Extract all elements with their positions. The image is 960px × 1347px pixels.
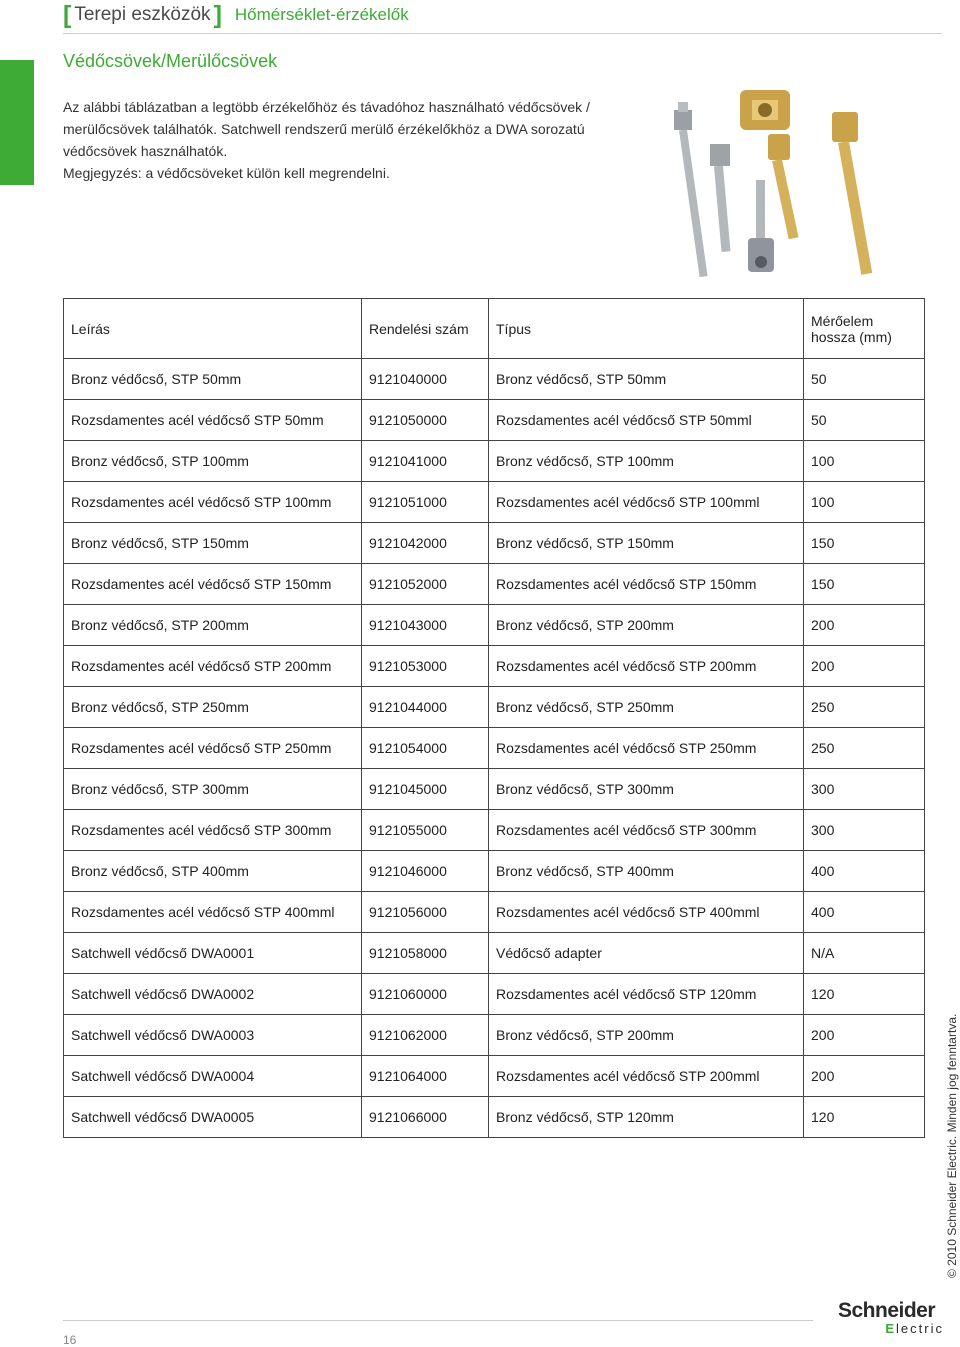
intro-paragraph: Az alábbi táblázatban a legtöbb érzékelőhöz és távadóhoz használható védőcsövek / merülőcsövek találhatók. Satchwell rendszerű merülő érzékelőkhöz a DWA sorozatú védőcsövek használhatók.	[63, 99, 590, 159]
cell-length: 250	[804, 728, 925, 769]
section-header	[63, 2, 409, 28]
table-row	[64, 482, 925, 523]
cell-length: 50	[804, 359, 925, 400]
cell-description: Satchwell védőcső DWA0001	[64, 933, 362, 974]
table-row	[64, 933, 925, 974]
cell-type: Bronz védőcső, STP 300mm	[489, 769, 804, 810]
cell-order-number: 9121051000	[362, 482, 489, 523]
cell-type: Rozsdamentes acél védőcső STP 50mml	[489, 400, 804, 441]
cell-order-number: 9121062000	[362, 1015, 489, 1056]
cell-type: Rozsdamentes acél védőcső STP 100mml	[489, 482, 804, 523]
table-row	[64, 1097, 925, 1138]
green-side-tab	[0, 60, 34, 185]
bracket-close: ]	[213, 1, 222, 29]
header-type: Típus	[489, 299, 804, 359]
page-title: Védőcsövek/Merülőcsövek	[63, 51, 278, 71]
cell-description: Bronz védőcső, STP 250mm	[64, 687, 362, 728]
cell-order-number: 9121044000	[362, 687, 489, 728]
cell-length: 200	[804, 646, 925, 687]
cell-type: Bronz védőcső, STP 50mm	[489, 359, 804, 400]
cell-order-number: 9121053000	[362, 646, 489, 687]
cell-description: Rozsdamentes acél védőcső STP 150mm	[64, 564, 362, 605]
cell-type: Rozsdamentes acél védőcső STP 250mm	[489, 728, 804, 769]
table-header-row	[64, 299, 925, 359]
cell-type: Bronz védőcső, STP 250mm	[489, 687, 804, 728]
header-description: Leírás	[64, 299, 362, 359]
cell-type: Rozsdamentes acél védőcső STP 200mml	[489, 1056, 804, 1097]
header-order-number: Rendelési szám	[362, 299, 489, 359]
cell-description: Satchwell védőcső DWA0003	[64, 1015, 362, 1056]
brass-tube-short	[768, 134, 799, 239]
cell-type: Védőcső adapter	[489, 933, 804, 974]
steel-tube-long	[674, 102, 708, 277]
cell-description: Rozsdamentes acél védőcső STP 400mml	[64, 892, 362, 933]
cell-description: Rozsdamentes acél védőcső STP 250mm	[64, 728, 362, 769]
protective-tubes-table	[63, 298, 925, 1138]
cell-length: 400	[804, 851, 925, 892]
page-number: 16	[63, 1333, 77, 1347]
cell-length: 50	[804, 400, 925, 441]
footer-divider	[63, 1320, 813, 1321]
table-row	[64, 523, 925, 564]
cell-order-number: 9121041000	[362, 441, 489, 482]
cell-length: 150	[804, 523, 925, 564]
cell-order-number: 9121064000	[362, 1056, 489, 1097]
table-row	[64, 687, 925, 728]
cell-order-number: 9121046000	[362, 851, 489, 892]
cell-description: Satchwell védőcső DWA0004	[64, 1056, 362, 1097]
logo-electric-initial: E	[885, 1321, 897, 1336]
cell-order-number: 9121042000	[362, 523, 489, 564]
cell-order-number: 9121043000	[362, 605, 489, 646]
cell-description: Bronz védőcső, STP 150mm	[64, 523, 362, 564]
cell-description: Rozsdamentes acél védőcső STP 50mm	[64, 400, 362, 441]
cell-description: Bronz védőcső, STP 400mm	[64, 851, 362, 892]
cell-type: Rozsdamentes acél védőcső STP 400mml	[489, 892, 804, 933]
intro-note: Megjegyzés: a védőcsöveket külön kell megrendelni.	[63, 165, 390, 181]
cell-order-number: 9121055000	[362, 810, 489, 851]
cell-type: Bronz védőcső, STP 200mm	[489, 605, 804, 646]
subsection-name: Hőmérséklet-érzékelők	[234, 5, 409, 24]
cell-order-number: 9121056000	[362, 892, 489, 933]
cell-order-number: 9121040000	[362, 359, 489, 400]
logo-schneider: Schneider	[838, 1299, 936, 1322]
table-row	[64, 1015, 925, 1056]
table-body	[64, 359, 925, 1138]
cell-description: Satchwell védőcső DWA0005	[64, 1097, 362, 1138]
cell-length: 120	[804, 1097, 925, 1138]
brass-tube-long	[832, 112, 872, 275]
table-row	[64, 851, 925, 892]
copyright-notice: © 2010 Schneider Electric. Minden jog fenntartva.	[945, 1013, 959, 1278]
cell-type: Rozsdamentes acél védőcső STP 300mm	[489, 810, 804, 851]
cell-description: Rozsdamentes acél védőcső STP 100mm	[64, 482, 362, 523]
cell-description: Bronz védőcső, STP 50mm	[64, 359, 362, 400]
bracket-open: [	[63, 1, 72, 29]
cell-description: Rozsdamentes acél védőcső STP 200mm	[64, 646, 362, 687]
table-row	[64, 400, 925, 441]
cell-length: 300	[804, 810, 925, 851]
table-row	[64, 892, 925, 933]
brass-adapter	[740, 90, 790, 130]
logo-electric	[838, 1322, 946, 1336]
cell-type: Bronz védőcső, STP 400mm	[489, 851, 804, 892]
cell-length: 400	[804, 892, 925, 933]
cell-length: 150	[804, 564, 925, 605]
cell-length: 250	[804, 687, 925, 728]
cell-length: 100	[804, 441, 925, 482]
cell-description: Rozsdamentes acél védőcső STP 300mm	[64, 810, 362, 851]
cell-order-number: 9121045000	[362, 769, 489, 810]
cell-length: 200	[804, 605, 925, 646]
cell-order-number: 9121050000	[362, 400, 489, 441]
cell-length: N/A	[804, 933, 925, 974]
cell-description: Bronz védőcső, STP 200mm	[64, 605, 362, 646]
cell-type: Bronz védőcső, STP 120mm	[489, 1097, 804, 1138]
cell-type: Bronz védőcső, STP 200mm	[489, 1015, 804, 1056]
cell-order-number: 9121054000	[362, 728, 489, 769]
header-divider	[63, 33, 942, 34]
cell-description: Bronz védőcső, STP 100mm	[64, 441, 362, 482]
cell-length: 200	[804, 1015, 925, 1056]
schneider-electric-logo	[838, 1300, 946, 1336]
protective-tubes-image	[652, 82, 882, 282]
cell-length: 200	[804, 1056, 925, 1097]
steel-tube-center	[748, 180, 774, 272]
cell-type: Bronz védőcső, STP 150mm	[489, 523, 804, 564]
cell-type: Rozsdamentes acél védőcső STP 200mm	[489, 646, 804, 687]
cell-order-number: 9121052000	[362, 564, 489, 605]
cell-order-number: 9121066000	[362, 1097, 489, 1138]
table-row	[64, 810, 925, 851]
cell-type: Bronz védőcső, STP 100mm	[489, 441, 804, 482]
header-length-line2: hossza (mm)	[811, 328, 892, 345]
cell-description: Satchwell védőcső DWA0002	[64, 974, 362, 1015]
table-row	[64, 974, 925, 1015]
table-row	[64, 564, 925, 605]
table-row	[64, 605, 925, 646]
table-row	[64, 769, 925, 810]
cell-order-number: 9121058000	[362, 933, 489, 974]
section-name: Terepi eszközök	[74, 4, 211, 25]
header-length-line1: Mérőelem	[811, 312, 874, 329]
cell-order-number: 9121060000	[362, 974, 489, 1015]
cell-type: Rozsdamentes acél védőcső STP 120mm	[489, 974, 804, 1015]
table-row	[64, 441, 925, 482]
cell-type: Rozsdamentes acél védőcső STP 150mm	[489, 564, 804, 605]
header-length	[804, 299, 925, 359]
steel-tube-medium	[710, 144, 730, 252]
table-row	[64, 359, 925, 400]
intro-text	[63, 96, 623, 184]
cell-length: 100	[804, 482, 925, 523]
table-row	[64, 728, 925, 769]
table-row	[64, 1056, 925, 1097]
table-row	[64, 646, 925, 687]
cell-length: 300	[804, 769, 925, 810]
cell-description: Bronz védőcső, STP 300mm	[64, 769, 362, 810]
cell-length: 120	[804, 974, 925, 1015]
logo-electric-rest: lectric	[896, 1321, 944, 1336]
